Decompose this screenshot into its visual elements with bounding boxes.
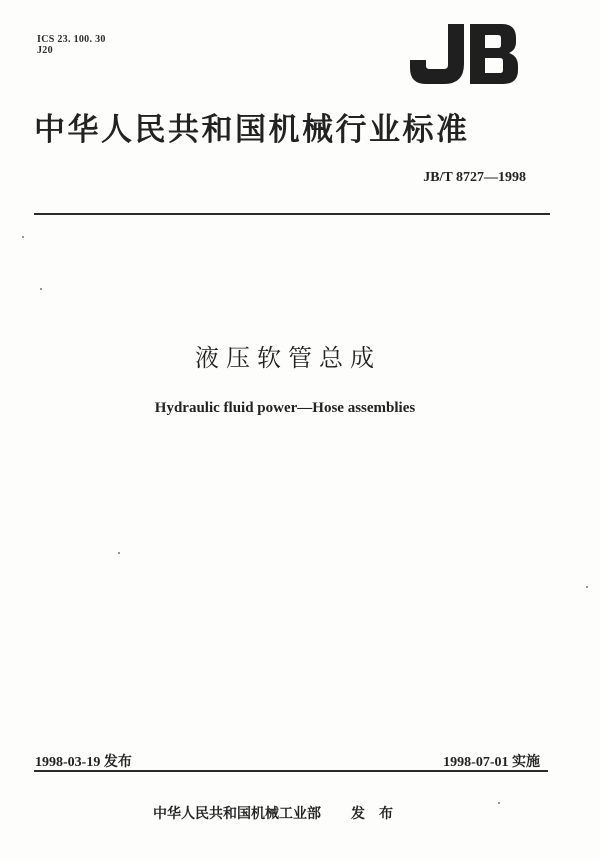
- jb-logo: [408, 20, 520, 88]
- implementation-date: 1998-07-01 实施: [443, 755, 540, 770]
- scan-speck: [40, 288, 42, 290]
- classification-codes: [37, 34, 106, 56]
- document-title-english: Hydraulic fluid power—Hose assemblies: [154, 400, 416, 416]
- top-divider: [34, 213, 550, 215]
- document-title-chinese: 液压软管总成: [195, 344, 381, 372]
- issue-date: 1998-03-19 发布: [35, 755, 132, 770]
- scan-speck: [498, 802, 500, 804]
- publisher-action: 发布: [351, 806, 407, 822]
- scan-speck: [586, 586, 588, 588]
- standard-category-title: 中华人民共和国机械行业标准: [34, 112, 470, 148]
- jb-logo-graphic: [408, 20, 520, 88]
- publisher-name: 中华人民共和国机械工业部: [153, 806, 321, 822]
- bottom-divider: [34, 770, 548, 772]
- standard-number: JB/T 8727—1998: [423, 170, 526, 185]
- ics-code: ICS 23. 100. 30: [37, 34, 106, 45]
- publisher-line: [0, 803, 560, 823]
- scan-speck: [118, 552, 120, 554]
- class-code: J20: [37, 45, 53, 56]
- scan-speck: [22, 236, 24, 238]
